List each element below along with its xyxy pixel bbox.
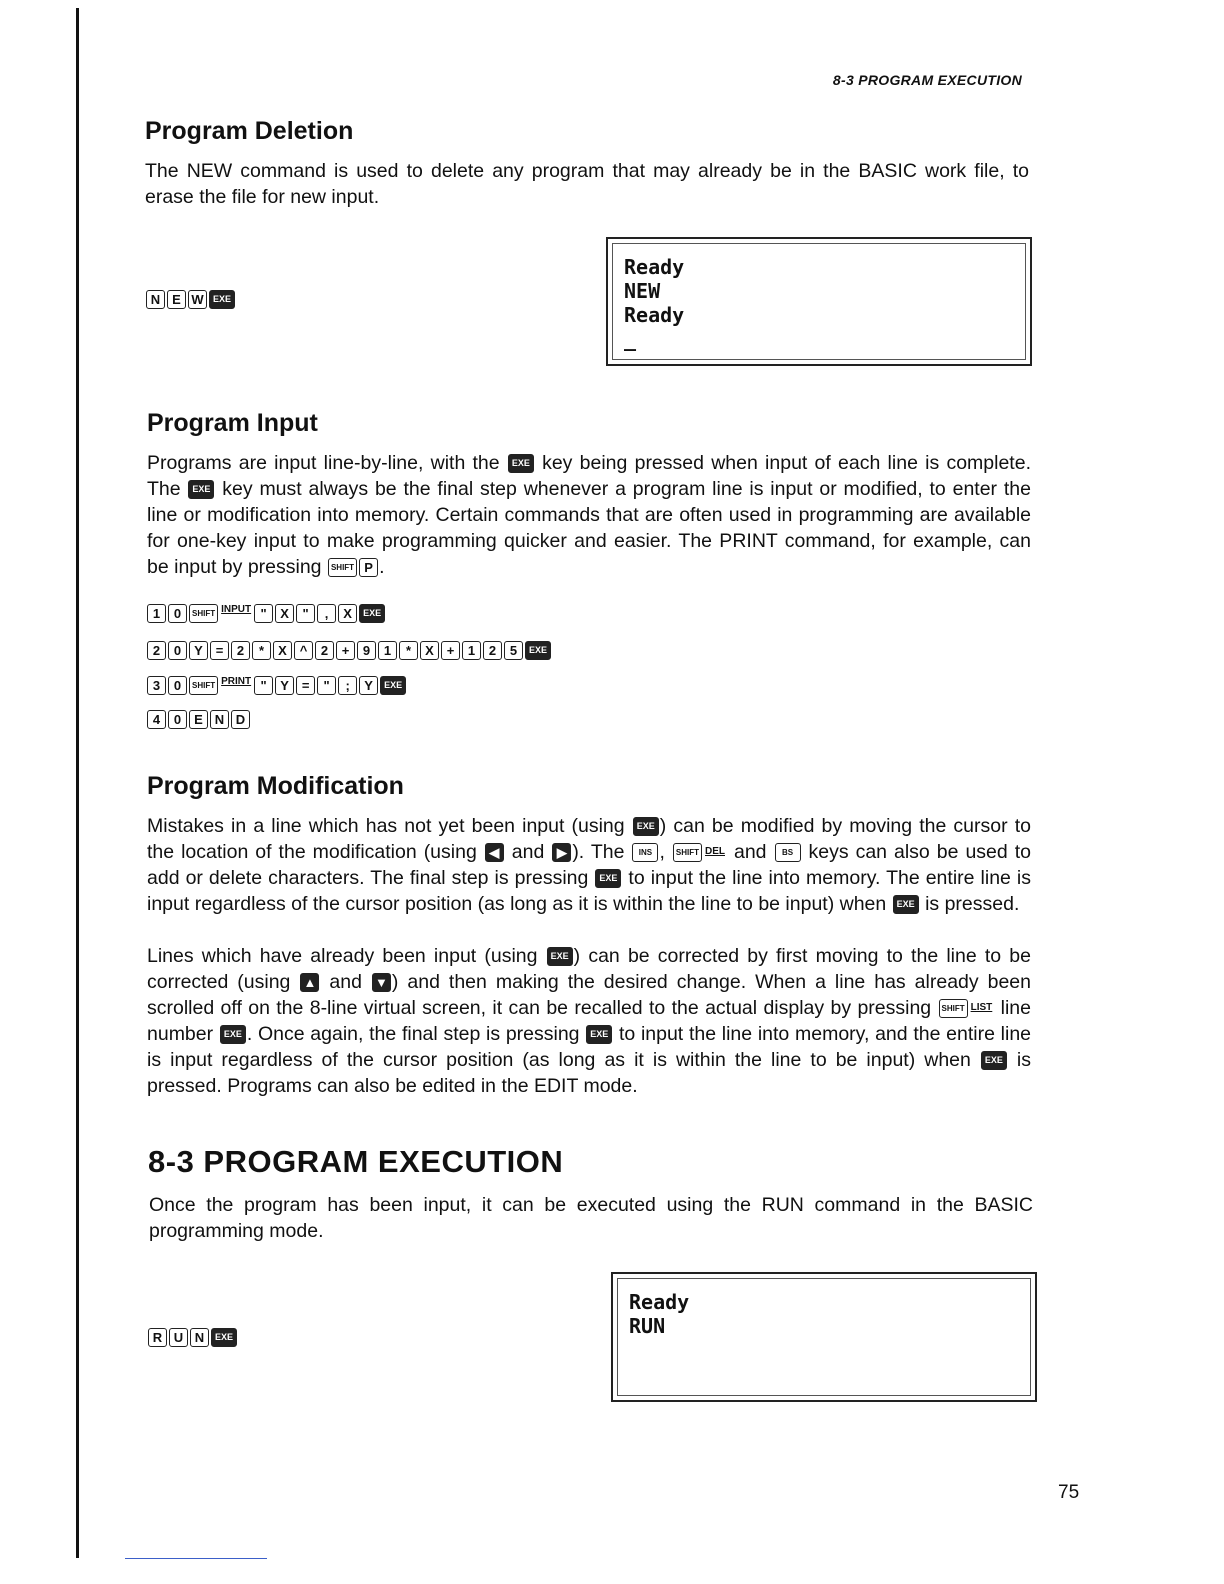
key: Y <box>189 641 208 660</box>
display-screen-run <box>611 1272 1037 1402</box>
key: 4 <box>147 710 166 729</box>
key-exe: EXE <box>359 604 385 623</box>
modification-text: line number <box>147 997 1031 1045</box>
key-shift: SHIFT <box>189 676 218 695</box>
print-command-label: PRINT <box>221 676 252 687</box>
key: + <box>336 641 355 660</box>
key-n: N <box>190 1328 209 1347</box>
key: X <box>338 604 357 623</box>
key: 1 <box>462 641 481 660</box>
key: ; <box>338 676 357 695</box>
key: X <box>273 641 292 660</box>
heading-program-modification: Program Modification <box>147 772 404 800</box>
page-binding-edge <box>76 8 79 1558</box>
key: " <box>296 604 315 623</box>
key: , <box>317 604 336 623</box>
key-exe: EXE <box>209 290 235 309</box>
key: " <box>254 604 273 623</box>
key-n: N <box>146 290 165 309</box>
key-p: P <box>359 558 378 577</box>
key-exe: EXE <box>547 947 573 966</box>
key-bs: BS <box>775 843 801 862</box>
program-line-1-keys <box>146 604 386 623</box>
modification-text: is pressed. Programs can also be edited in the EDIT mode. <box>147 1049 1032 1097</box>
key-e: E <box>167 290 186 309</box>
key: D <box>231 710 250 729</box>
footer-rule <box>125 1558 267 1559</box>
cursor-down-key: ▼ <box>372 973 391 992</box>
key-exe: EXE <box>220 1025 246 1044</box>
key: * <box>399 641 418 660</box>
key: 2 <box>231 641 250 660</box>
key: E <box>189 710 208 729</box>
key: 5 <box>504 641 523 660</box>
deletion-paragraph: The NEW command is used to delete any program that may already be in the BASIC work file, to erase the file for new input. <box>145 160 1029 208</box>
program-line-3-keys <box>146 676 407 695</box>
key-shift: SHIFT <box>189 604 218 623</box>
input-text: Programs are input line-by-line, with the <box>147 452 507 474</box>
key: X <box>275 604 294 623</box>
cursor-right-key: ▶ <box>552 843 571 862</box>
key: 1 <box>147 604 166 623</box>
deletion-key-sequence <box>145 290 236 309</box>
key: 1 <box>378 641 397 660</box>
key: Y <box>275 676 294 695</box>
key: 0 <box>168 676 187 695</box>
heading-program-execution: 8-3 PROGRAM EXECUTION <box>148 1144 564 1179</box>
key: 9 <box>357 641 376 660</box>
key: 2 <box>315 641 334 660</box>
key-r: R <box>148 1328 167 1347</box>
key-exe: EXE <box>508 454 534 473</box>
modification-paragraph-2 <box>147 943 1031 1099</box>
modification-text: ) can be corrected by first moving to the line to be corrected (using <box>147 945 1031 993</box>
input-text: key being pressed when input of each line is complete. The <box>147 452 1031 500</box>
list-command-label: LIST <box>970 1002 993 1013</box>
key: 0 <box>168 604 187 623</box>
key-shift: SHIFT <box>328 558 357 577</box>
screen-line: NEW <box>624 279 661 303</box>
key: 3 <box>147 676 166 695</box>
key: = <box>296 676 315 695</box>
key-exe: EXE <box>188 480 214 499</box>
key-exe: EXE <box>595 869 621 888</box>
modification-text: is pressed. <box>919 893 1020 915</box>
key-exe: EXE <box>633 817 659 836</box>
input-command-label: INPUT <box>221 604 252 615</box>
key: 2 <box>483 641 502 660</box>
key: Y <box>359 676 378 695</box>
display-screen-new <box>606 237 1032 366</box>
screen-line: Ready <box>624 255 685 279</box>
input-paragraph <box>147 450 1031 580</box>
key: + <box>441 641 460 660</box>
modification-text: to input the line into memory. The entire line is input regardless of the cursor position (as long as it is within the line to be input) when <box>147 867 1031 915</box>
key-w: W <box>188 290 207 309</box>
modification-text: and <box>726 841 774 863</box>
modification-text: and <box>320 971 371 993</box>
modification-text: to input the line into memory, and the entire line is input regardless of the cursor position (as long as it is within the line to be input) when <box>147 1023 1032 1071</box>
modification-text: ) can be modified by moving the cursor to the location of the modification (using <box>147 815 1031 863</box>
heading-program-deletion: Program Deletion <box>145 117 354 145</box>
key: " <box>317 676 336 695</box>
modification-text: Lines which have already been input (using <box>147 945 546 967</box>
key: ^ <box>294 641 313 660</box>
key-exe: EXE <box>981 1051 1007 1070</box>
key: = <box>210 641 229 660</box>
execution-key-sequence <box>147 1328 238 1347</box>
del-command-label: DEL <box>704 846 725 857</box>
running-head: 8-3 PROGRAM EXECUTION <box>832 72 1022 88</box>
screen-cursor: _ <box>624 327 637 351</box>
key-shift: SHIFT <box>939 999 968 1018</box>
key-shift: SHIFT <box>673 843 702 862</box>
cursor-left-key: ◀ <box>485 843 504 862</box>
modification-text: ) and then making the desired change. When a line has already been scrolled off on the 8-line virtual screen, it can be recalled to the actual display by pressing <box>147 971 1031 1019</box>
key-exe: EXE <box>525 641 551 660</box>
modification-text: Mistakes in a line which has not yet been input (using <box>147 815 632 837</box>
modification-paragraph-1 <box>147 813 1031 917</box>
modification-text: and <box>504 841 552 863</box>
input-text: . <box>379 556 385 578</box>
key-exe: EXE <box>380 676 406 695</box>
execution-paragraph: Once the program has been input, it can be executed using the RUN command in the BASIC programming mode. <box>149 1194 1033 1242</box>
key-exe: EXE <box>586 1025 612 1044</box>
key-ins: INS <box>632 843 658 862</box>
modification-text: , <box>659 841 672 863</box>
program-line-4-keys <box>146 710 251 729</box>
key-exe: EXE <box>893 895 919 914</box>
page-number: 75 <box>1058 1482 1080 1503</box>
heading-program-input: Program Input <box>147 409 318 437</box>
key: * <box>252 641 271 660</box>
cursor-up-key: ▲ <box>300 973 319 992</box>
key: " <box>254 676 273 695</box>
key-u: U <box>169 1328 188 1347</box>
modification-text: . Once again, the final step is pressing <box>246 1023 586 1045</box>
modification-text: keys can also be used to add or delete characters. The final step is pressing <box>147 841 1031 889</box>
key: 0 <box>168 641 187 660</box>
key: N <box>210 710 229 729</box>
screen-line: RUN <box>629 1314 666 1338</box>
program-line-2-keys <box>146 641 552 660</box>
modification-text: ). The <box>572 841 632 863</box>
screen-line: Ready <box>624 303 685 327</box>
key-exe: EXE <box>211 1328 237 1347</box>
key: 2 <box>147 641 166 660</box>
screen-line: Ready <box>629 1290 690 1314</box>
key: X <box>420 641 439 660</box>
input-text: key must always be the final step whenever a program line is input or modified, to enter the line or modification into memory. Certain commands that are often used in programming are available for one-key input to make programming quicker and easier. The PRINT command, for example, can be input by pressing <box>147 478 1031 578</box>
key: 0 <box>168 710 187 729</box>
